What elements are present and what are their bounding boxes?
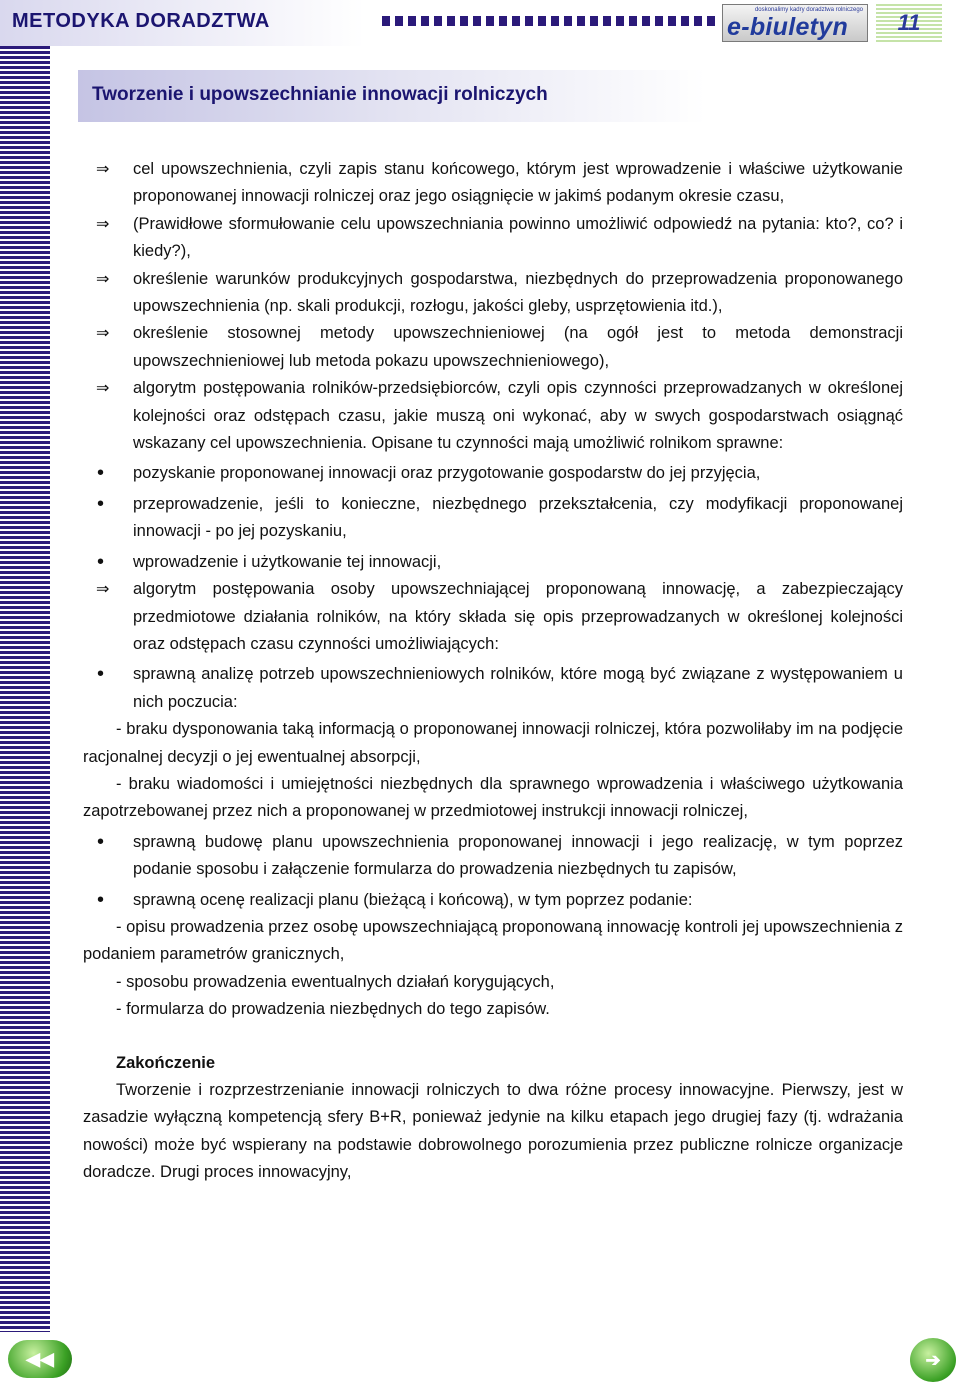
arrow-right-icon: ⇒	[96, 215, 110, 233]
list-item: ⇒ cel upowszechnienia, czyli zapis stanu końcowego, którym jest wprowadzenie i właściwe użytkowanie proponowanej innowacji rolniczej oraz jego osiągnięcie w jakimś podanym okresie czasu,	[83, 156, 903, 211]
bullet-icon: •	[97, 462, 105, 485]
arrow-right-icon: ⇒	[96, 325, 110, 343]
list-item: • sprawną budowę planu upowszechnienia proponowanej innowacji i jego realizację, w tym poprzez podanie sposobu i załączenie formularza do prowadzenia niezbędnych tu zapisów,	[97, 830, 903, 879]
sub-paragraph: - opisu prowadzenia przez osobę upowszechniającą proponowaną innowację kontroli jej upowszechnienia z podaniem parametrów granicznych,	[83, 917, 903, 964]
bullet-icon: •	[97, 550, 105, 573]
header-title: METODYKA DORADZTWA	[12, 10, 270, 32]
bullet-icon: •	[97, 492, 105, 515]
next-page-button[interactable]	[910, 1338, 956, 1382]
sub-paragraph: - formularza do prowadzenia niezbędnych do tego zapisów.	[116, 1000, 550, 1019]
list-item: • pozyskanie proponowanej innowacji oraz przygotowanie gospodarstw do jej przyjęcia,	[83, 460, 903, 487]
logo-text: e-biuletyn	[727, 13, 849, 41]
bullet-icon: •	[97, 830, 105, 853]
header-decoration	[382, 16, 718, 26]
header-bar	[0, 0, 960, 46]
conclusion-paragraph: Tworzenie i rozprzestrzenianie innowacji rolniczych to dwa różne procesy innowacyjne. Pierwszy, jest w zasadzie wyłączną kompetencją sfery B+R, ponieważ jedynie na kilku etapach jego drugiej fazy (tj. wdrażania nowości) może być wspierany na podstawie dobrowolnego porozumienia przez publiczne rolnicze organizacje doradcze. Drugi proces innowacyjny,	[83, 1081, 903, 1182]
page-number: 11	[897, 10, 921, 35]
bullet-icon: •	[97, 888, 105, 911]
page-number-box	[876, 4, 942, 42]
list-item: • sprawną ocenę realizacji planu (bieżącą i końcową), w tym poprzez podanie:	[83, 887, 903, 914]
list-item: • wprowadzenie i użytkowanie tej innowacji,	[83, 549, 903, 576]
arrow-right-icon: ⇒	[96, 161, 110, 178]
list-item: • sprawną analizę potrzeb upowszechnieniowych rolników, które mogą być związane z występowaniem u nich poczucia:	[97, 663, 903, 711]
arrow-right-icon: ⇒	[96, 581, 110, 599]
sub-paragraph: - braku dysponowania taką informacją o proponowanej innowacji rolniczej, która pozwoliłaby im na podjęcie racjonalnej decyzji o jej ewentualnej absorpcji,	[83, 720, 903, 766]
left-stripe-decoration	[0, 46, 50, 1332]
conclusion-heading: Zakończenie	[116, 1053, 216, 1072]
sub-paragraph: - sposobu prowadzenia ewentualnych działań korygujących,	[116, 972, 555, 991]
arrow-right-icon: ⇒	[96, 270, 110, 288]
previous-page-button[interactable]	[8, 1340, 72, 1378]
list-item: ⇒ określenie stosownej metody upowszechnieniowej (na ogół jest to metoda demonstracji upowszechnieniowej lub metoda pokazu upowszechnieniowego),	[83, 320, 903, 375]
double-arrow-left-icon: ◀◀	[26, 1348, 54, 1369]
arrow-right-icon: ➔	[925, 1349, 941, 1370]
section-title-box	[78, 70, 706, 122]
list-item: • przeprowadzenie, jeśli to konieczne, niezbędnego przekształcenia, czy modyfikacji proponowanej innowacji - po jej pozyskaniu,	[97, 492, 903, 541]
section-title: Tworzenie i upowszechnianie innowacji rolniczych	[92, 84, 548, 105]
logo-tagline: doskonalimy kadry doradztwa rolniczego	[754, 7, 863, 13]
bullet-icon: •	[97, 663, 105, 686]
arrow-right-icon: ⇒	[96, 380, 110, 398]
list-item: ⇒ (Prawidłowe sformułowanie celu upowszechniania powinno umożliwić odpowiedź na pytania: kto?, co? i kiedy?),	[83, 211, 903, 266]
list-item: ⇒ algorytm postępowania rolników-przedsiębiorców, czyli opis czynności przeprowadzanych w określonej kolejności oraz odstępach czasu, jakie muszą oni wykonać, aby w swych gospodarstwach osiągnąć wskazany cel upowszechnienia. Opisane tu czynności mają umożliwić rolnikom sprawne:	[83, 375, 903, 457]
list-item: ⇒ określenie warunków produkcyjnych gospodarstwa, niezbędnych do przeprowadzenia proponowanego upowszechnienia (np. skali produkcji, rozłogu, jakości gleby, usprzętowienia itd.),	[83, 266, 903, 321]
sub-paragraph: - braku wiadomości i umiejętności niezbędnych dla sprawnego wprowadzenia i właściwego użytkowania zapotrzebowanej przez nich a proponowanej w przedmiotowej instrukcji innowacji rolniczej,	[83, 774, 903, 821]
document-content	[83, 156, 903, 1187]
e-biuletyn-logo	[722, 4, 868, 42]
list-item: ⇒ algorytm postępowania osoby upowszechniającej proponowaną innowację, a zabezpieczający przedmiotowe działania rolników, na który składa się opis przeprowadzanych w określonej kolejności oraz odstępach czasu czynności umożliwiających:	[83, 576, 903, 658]
